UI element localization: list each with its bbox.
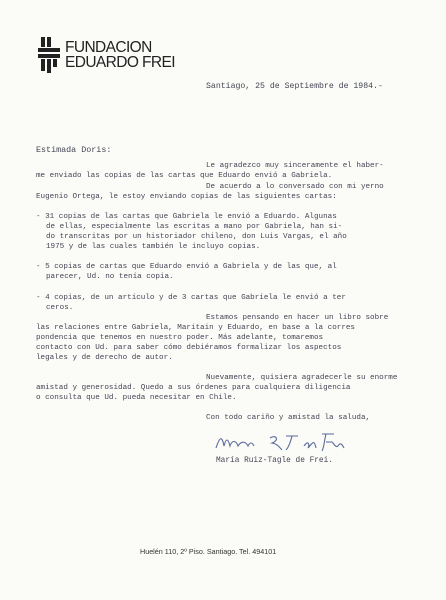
body-line: Estamos pensando en hacer un libro sobre bbox=[206, 314, 389, 322]
letterhead-text bbox=[65, 40, 175, 70]
body-line: amistad y generosidad. Quedo a sus órdenes para cualquiera diligencia bbox=[36, 384, 351, 392]
body-line: - 5 copias de cartas que Eduardo envió a Gabriela y de las que, al bbox=[36, 263, 337, 271]
body-line: Eugenio Ortega, le estoy enviando copias de las siguientes cartas: bbox=[36, 193, 337, 201]
body-line: Le agradezco muy sinceramente el haber- bbox=[206, 162, 384, 170]
body-line: Nuevamente, quisiera agradecerle su enorme bbox=[206, 374, 398, 382]
body-line: - 31 copias de las cartas que Gabriela le envió a Eduardo. Algunas bbox=[36, 213, 337, 221]
foundation-logo-icon bbox=[36, 35, 62, 75]
body-line: ceros. bbox=[46, 304, 74, 312]
body-line: do transcritas por un historiador chileno, don Luis Vargas, el año bbox=[46, 233, 347, 241]
body-line: parecer, Ud. no tenía copia. bbox=[46, 273, 174, 281]
body-line: o consulta que Ud. pueda necesitar en Chile. bbox=[36, 394, 237, 402]
body-line: legales y de derecho de autor. bbox=[36, 354, 173, 362]
body-line: me enviado las copias de las cartas que Eduardo envió a Gabriela. bbox=[36, 172, 333, 180]
letterhead-logo bbox=[36, 34, 175, 76]
signatory-name: María Ruiz-Tagle de Frei. bbox=[216, 457, 333, 465]
closing-line: Con todo cariño y amistad la saluda, bbox=[206, 414, 371, 422]
body-line: contacto con Ud. para saber cómo debiéramos formalizar los aspectos bbox=[36, 344, 342, 352]
greeting: Estimada Doris: bbox=[36, 145, 112, 155]
body-line: las relaciones entre Gabriela, Maritain y Eduardo, en base a la corres bbox=[36, 324, 355, 332]
letter-date: Santiago, 25 de Septiembre de 1984.- bbox=[206, 82, 383, 91]
letterhead-line-1: FUNDACION bbox=[65, 39, 152, 56]
body-line: de ellas, especialmente las escritas a mano por Gabriela, han si- bbox=[46, 223, 343, 231]
footer-address: Huelén 110, 2º Piso. Santiago. Tel. 494101 bbox=[140, 547, 277, 556]
body-line: De acuerdo a lo conversado con mi yerno bbox=[206, 183, 384, 191]
body-line: 1975 y de las cuales también le incluyo copias. bbox=[46, 243, 261, 251]
letterhead-line-2: EDUARDO FREI bbox=[65, 54, 175, 71]
body-line: - 4 copias, de un artículo y de 3 cartas que Gabriela le envió a ter bbox=[36, 294, 346, 302]
handwritten-signature bbox=[212, 430, 348, 454]
body-line: pondencia que tenemos en nuestro poder. Más adelante, tomaremos bbox=[36, 334, 324, 342]
